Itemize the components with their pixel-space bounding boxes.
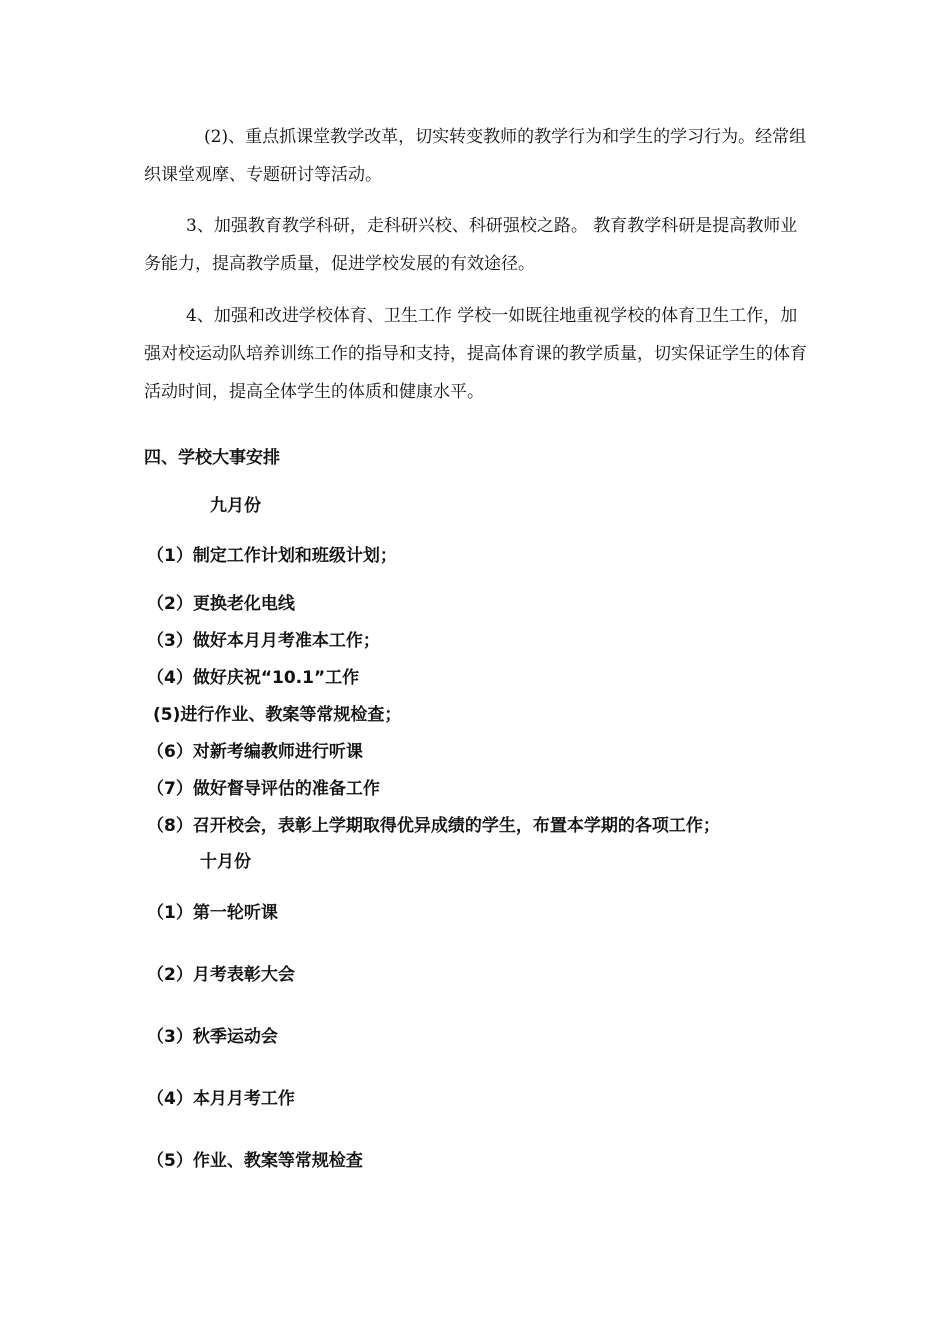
paragraph-sports-health: 4、加强和改进学校体育、卫生工作 学校一如既往地重视学校的体育卫生工作，加强对校运动队培养训练工作的指导和支持，提高体育课的教学质量，切实保证学生的体育活动时间，提高全体学生的体质和健康水平。 — [144, 306, 807, 402]
list-item: （1）第一轮听课 — [147, 903, 278, 923]
paragraph-classroom-reform: (2)、重点抓课堂教学改革，切实转变教师的教学行为和学生的学习行为。经常组织课堂观摩、专题研讨等活动。 — [144, 127, 807, 185]
list-item: （5）作业、教案等常规检查 — [147, 1151, 363, 1171]
list-item: （3）做好本月月考准本工作； — [147, 631, 380, 651]
list-item: （1）制定工作计划和班级计划； — [147, 546, 397, 566]
list-item: （2）月考表彰大会 — [147, 965, 295, 985]
list-item: （7）做好督导评估的准备工作 — [147, 779, 380, 799]
list-item: （4）做好庆祝“10.1”工作 — [147, 668, 360, 688]
list-item: （2）更换老化电线 — [147, 594, 295, 614]
list-item: （6）对新考编教师进行听课 — [147, 742, 363, 762]
month-title-october: 十月份 — [200, 852, 251, 872]
month-title-september: 九月份 — [210, 496, 261, 516]
section-title: 四、学校大事安排 — [144, 448, 280, 468]
list-item: （8）召开校会，表彰上学期取得优异成绩的学生，布置本学期的各项工作； — [147, 816, 720, 836]
list-item: （4）本月月考工作 — [147, 1089, 295, 1109]
list-item: （3）秋季运动会 — [147, 1027, 278, 1047]
list-item: (5)进行作业、教案等常规检查； — [153, 705, 402, 725]
paragraph-research: 3、加强教育教学科研，走科研兴校、科研强校之路。 教育教学科研是提高教师业务能力，提高教学质量，促进学校发展的有效途径。 — [144, 216, 798, 274]
